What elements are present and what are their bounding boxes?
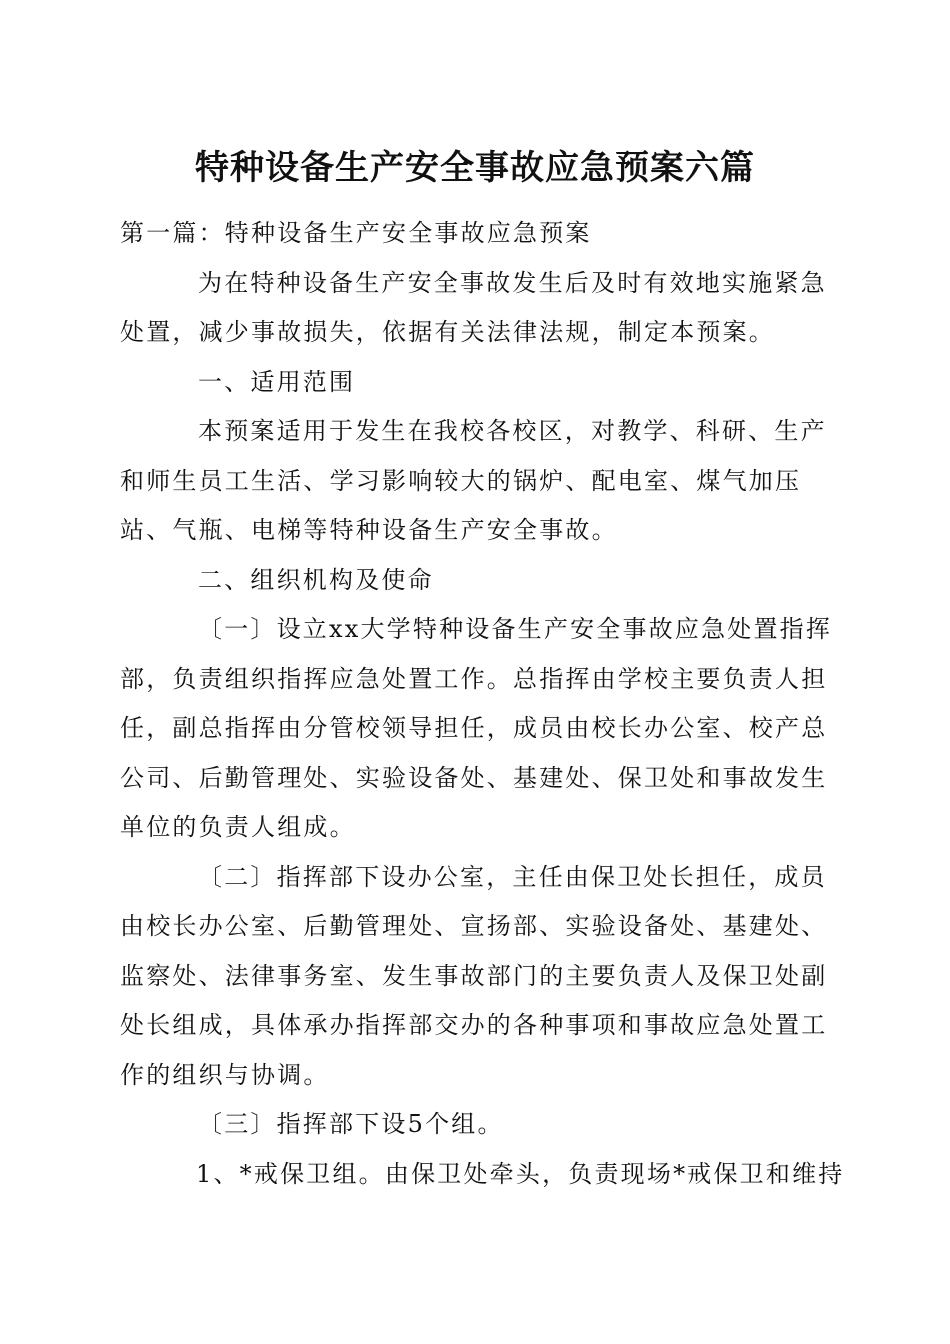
document-body: [120, 209, 850, 1199]
paragraph: 为在特种设备生产安全事故发生后及时有效地实施紧急处置，减少事故损失，依据有关法律法规，制定本预案。: [120, 268, 827, 346]
section-heading: 第一篇：特种设备生产安全事故应急预案: [120, 219, 592, 247]
paragraph: 〔三〕指挥部下设5个组。: [198, 1110, 504, 1138]
paragraph: 本预案适用于发生在我校各校区，对教学、科研、生产和师生员工生活、学习影响较大的锅炉、配电室、煤气加压站、气瓶、电梯等特种设备生产安全事故。: [120, 417, 827, 544]
list-item: 1、*戒保卫组。由保卫处牵头，负责现场*戒保卫和维持: [196, 1159, 845, 1188]
paragraph: 〔一〕设立xx大学特种设备生产安全事故应急处置指挥部，负责组织指挥应急处置工作。总指挥由学校主要负责人担任，副总指挥由分管校领导担任，成员由校长办公室、校产总公司、后勤管理处、实验设备处、基建处、保卫处和事故发生单位的负责人组成。: [120, 615, 833, 841]
paragraph: 〔二〕指挥部下设办公室，主任由保卫处长担任，成员由校长办公室、后勤管理处、宣扬部、实验设备处、基建处、监察处、法律事务室、发生事故部门的主要负责人及保卫处副处长组成，具体承办指挥部交办的各种事项和事故应急处置工作的组织与协调。: [120, 862, 828, 1089]
section-subheading: 一、适用范围: [198, 367, 356, 396]
document-title: 特种设备生产安全事故应急预案六篇: [195, 148, 755, 188]
section-subheading: 二、组织机构及使命: [198, 565, 434, 594]
